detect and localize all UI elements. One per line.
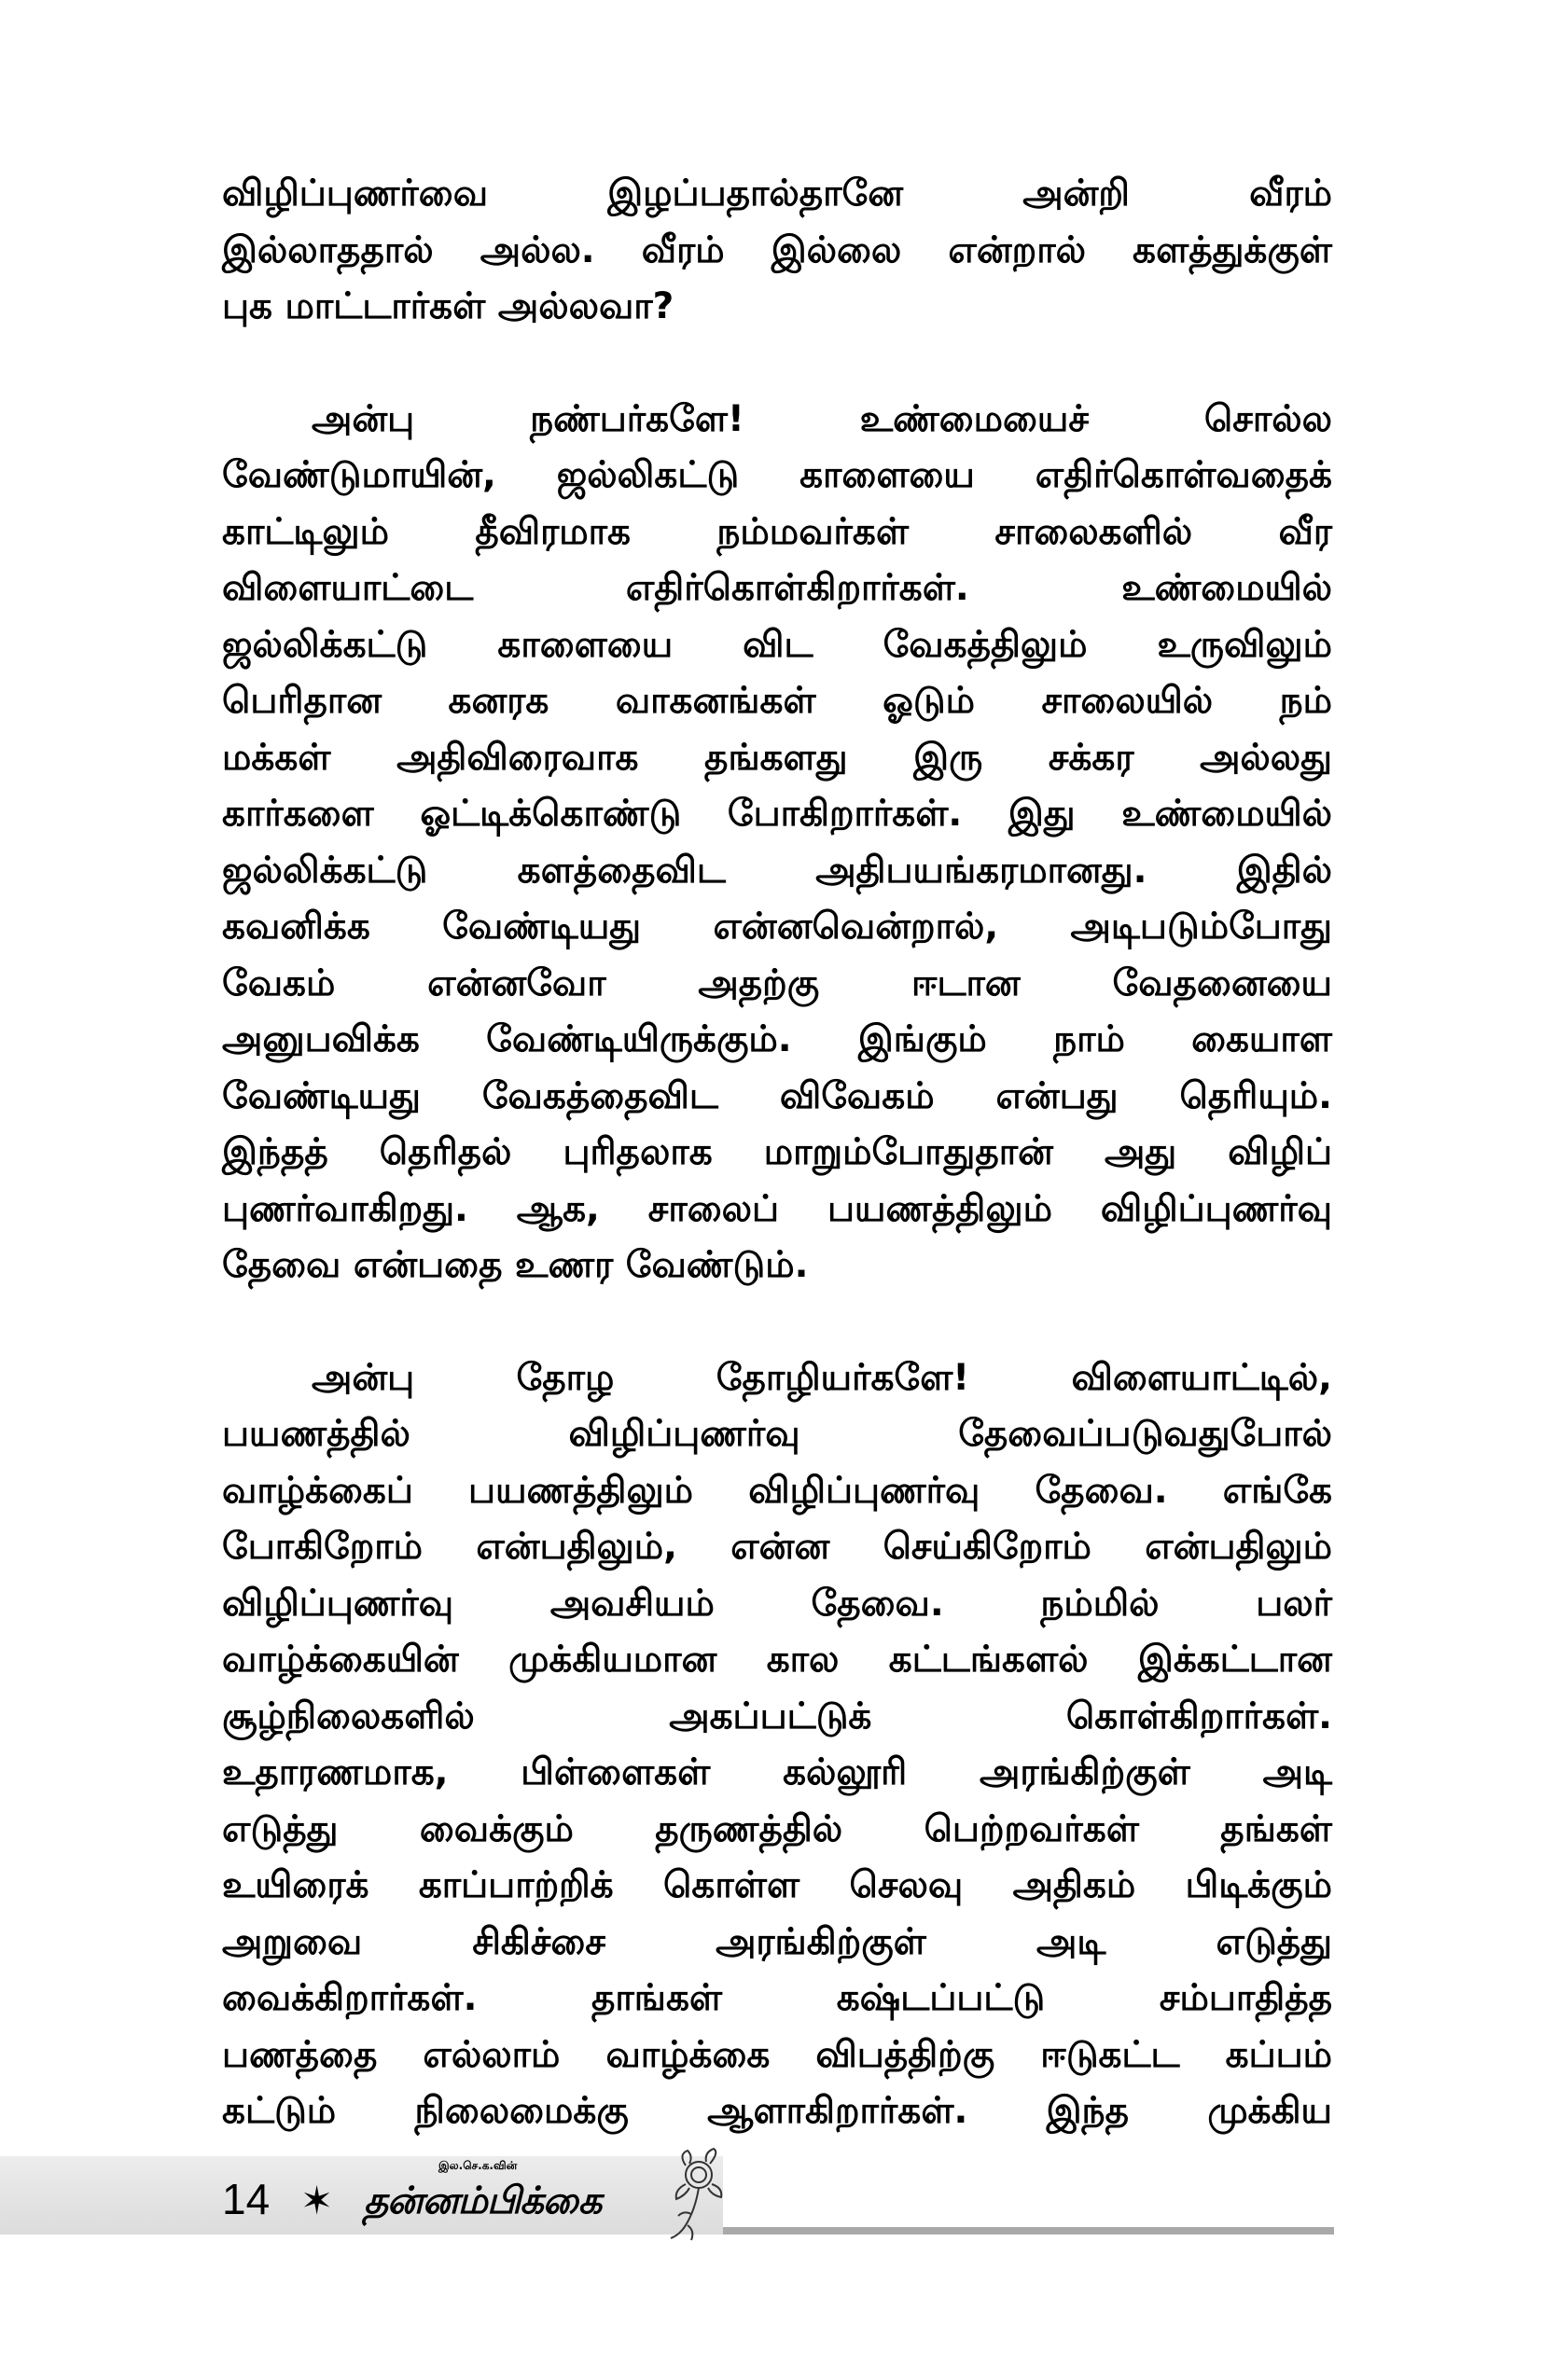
text-line: வைக்கிறார்கள். தாங்கள் கஷ்டப்பட்டு சம்பாதித்த	[222, 1977, 1332, 2019]
text-line: வேண்டியது வேகத்தைவிட விவேகம் என்பது தெரியும்.	[222, 1074, 1332, 1117]
page-footer	[0, 2145, 1543, 2257]
text-line: வேகம் என்னவோ அதற்கு ஈடான வேதனையை	[222, 962, 1332, 1004]
text-line: விழிப்புணர்வு அவசியம் தேவை. நம்மில் பலர்	[222, 1582, 1332, 1625]
footer-rule	[723, 2227, 1334, 2235]
text-line: விழிப்புணர்வை இழப்பதால்தானே அன்றி வீரம்	[222, 173, 1332, 214]
text-line: அன்பு நண்பர்களே! உண்மையைச் சொல்ல	[312, 397, 1332, 440]
paragraph-1	[222, 166, 1332, 336]
text-line: ஜல்லிக்கட்டு களத்தைவிட அதிபயங்கரமானது. இதில்	[222, 849, 1332, 892]
article-body	[222, 166, 1332, 2140]
text-line: வாழ்க்கையின் முக்கியமான கால கட்டங்களல் இக்கட்டான	[222, 1639, 1332, 1681]
footer-band	[0, 2156, 723, 2235]
text-line: கவனிக்க வேண்டியது என்னவென்றால், அடிபடும்போது	[222, 906, 1332, 948]
text-line: எடுத்து வைக்கும் தருணத்தில் பெற்றவர்கள் தங்கள்	[222, 1807, 1332, 1850]
text-line: கட்டும் நிலைமைக்கு ஆளாகிறார்கள். இந்த முக்கிய	[222, 2090, 1332, 2132]
text-line: பணத்தை எல்லாம் வாழ்க்கை விபத்திற்கு ஈடுகட்ட கப்பம்	[222, 2033, 1332, 2076]
text-line: உதாரணமாக, பிள்ளைகள் கல்லூரி அரங்கிற்குள் அடி	[222, 1751, 1332, 1793]
text-line: பயணத்தில் விழிப்புணர்வு தேவைப்படுவதுபோல்	[222, 1413, 1332, 1455]
text-line: இந்தத் தெரிதல் புரிதலாக மாறும்போதுதான் அது விழிப்	[222, 1131, 1332, 1173]
magazine-title: தன்னம்பிக்கை	[364, 2179, 602, 2222]
paragraph-3	[222, 1350, 1332, 2140]
text-line: புணர்வாகிறது. ஆக, சாலைப் பயணத்திலும் விழிப்புணர்வு	[222, 1187, 1332, 1230]
text-line: இல்லாததால் அல்ல. வீரம் இல்லை என்றால் களத்துக்குள்	[222, 228, 1332, 271]
text-line: போகிறோம் என்பதிலும், என்ன செய்கிறோம் என்பதிலும்	[222, 1526, 1332, 1568]
text-line: வாழ்க்கைப் பயணத்திலும் விழிப்புணர்வு தேவை. எங்கே	[222, 1469, 1332, 1512]
leaf-flourish-icon	[658, 2145, 732, 2248]
paragraph-2	[222, 392, 1332, 1294]
text-line: புக மாட்டார்கள் அல்லவா?	[222, 285, 674, 327]
text-line: மக்கள் அதிவிரைவாக தங்களது இரு சக்கர அல்லது	[222, 736, 1332, 779]
text-line: பெரிதான கனரக வாகனங்கள் ஓடும் சாலையில் நம்	[222, 680, 1332, 722]
page-number: 14	[222, 2175, 271, 2223]
text-line: அறுவை சிகிச்சை அரங்கிற்குள் அடி எடுத்து	[222, 1920, 1332, 1963]
text-line: கார்களை ஓட்டிக்கொண்டு போகிறார்கள். இது உண்மையில்	[222, 793, 1332, 835]
text-line: அன்பு தோழ தோழியர்களே! விளையாட்டில்,	[312, 1356, 1332, 1399]
text-line: வேண்டுமாயின், ஜல்லிகட்டு காளையை எதிர்கொள்வதைக்	[222, 454, 1332, 496]
magazine-author-label: இல.செ.க.வின்	[438, 2159, 518, 2172]
text-line: தேவை என்பதை உணர வேண்டும்.	[222, 1244, 809, 1286]
text-line: உயிரைக் காப்பாற்றிக் கொள்ள செலவு அதிகம் பிடிக்கும்	[222, 1864, 1332, 1906]
text-line: சூழ்நிலைகளில் அகப்பட்டுக் கொள்கிறார்கள்.	[222, 1695, 1332, 1737]
star-icon: ✶	[300, 2178, 334, 2223]
text-line: அனுபவிக்க வேண்டியிருக்கும். இங்கும் நாம் கையாள	[222, 1018, 1332, 1060]
text-line: விளையாட்டை எதிர்கொள்கிறார்கள். உண்மையில்	[222, 567, 1332, 609]
text-line: காட்டிலும் தீவிரமாக நம்மவர்கள் சாலைகளில் வீர	[222, 510, 1332, 553]
text-line: ஜல்லிக்கட்டு காளையை விட வேகத்திலும் உருவிலும்	[222, 623, 1332, 666]
